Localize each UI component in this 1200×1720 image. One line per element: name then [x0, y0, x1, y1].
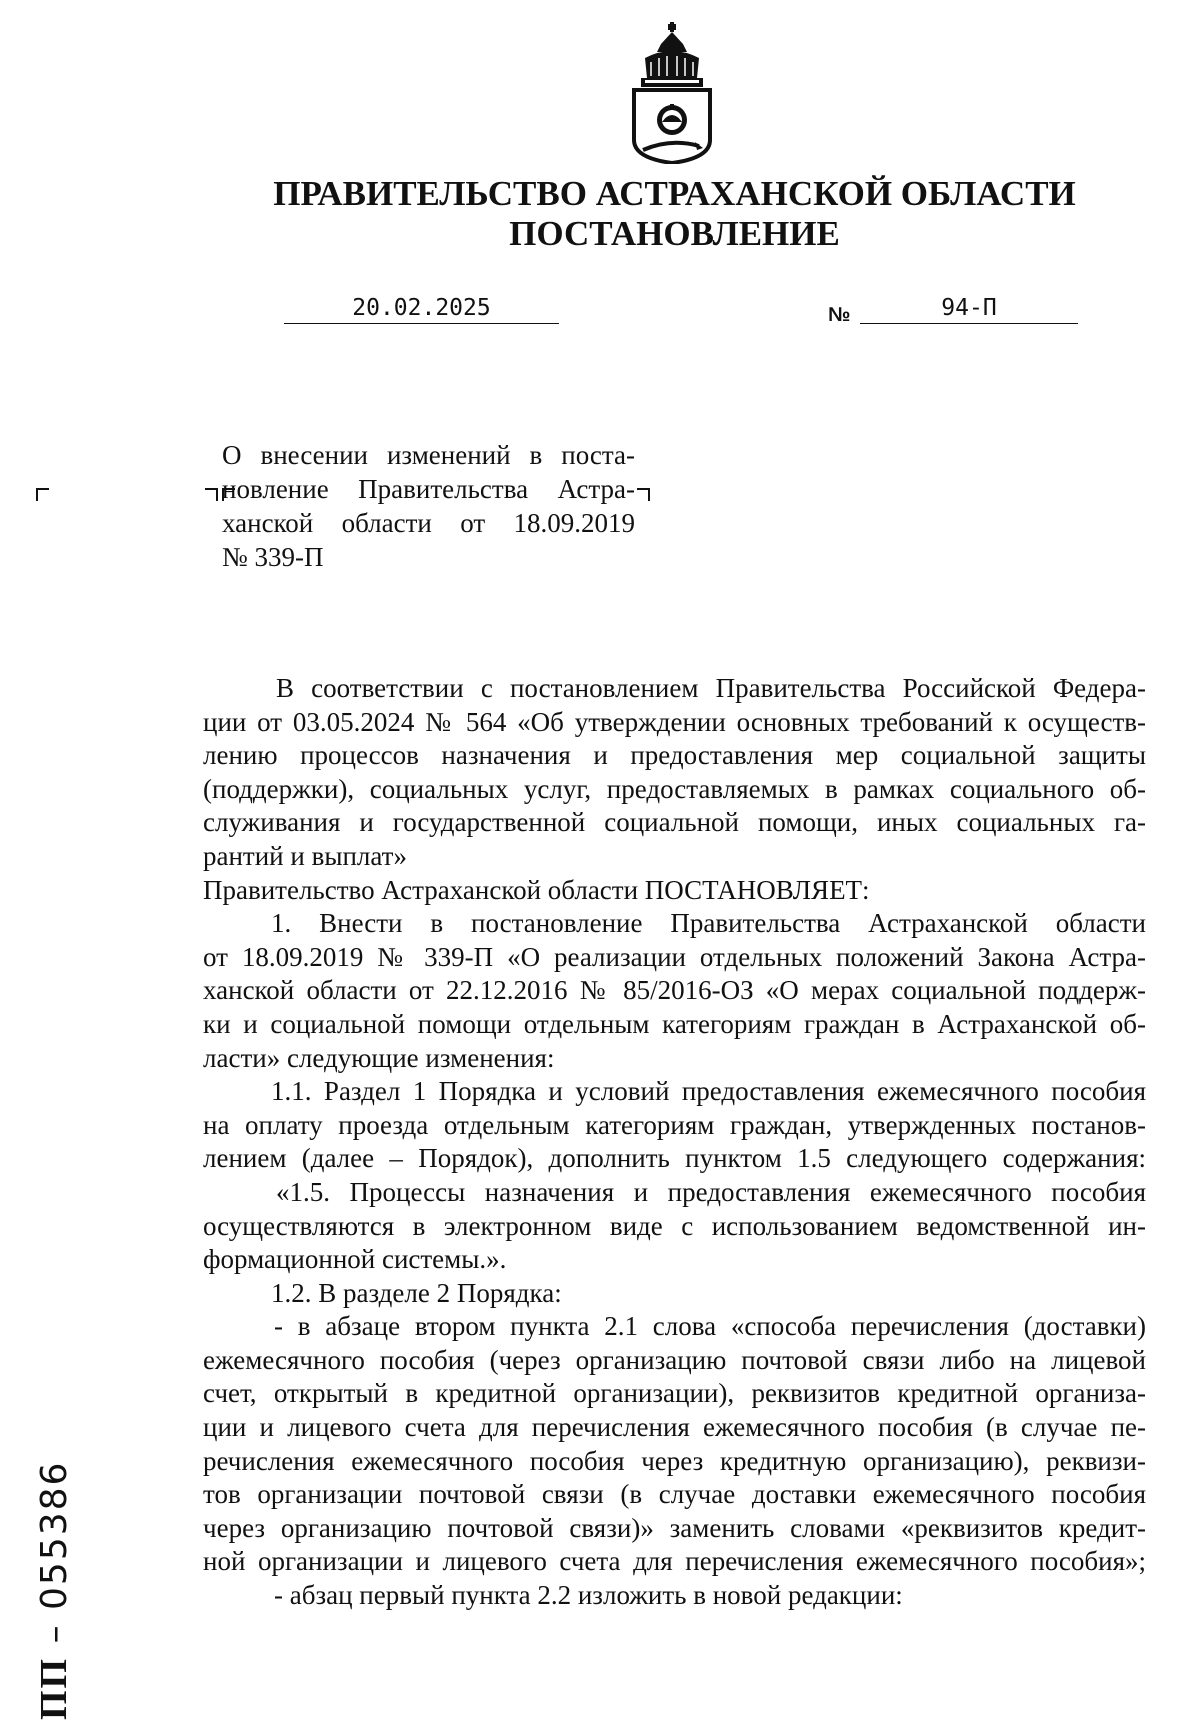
document-date: 20.02.2025	[352, 295, 491, 321]
subject-line: О внесении изменений в поста-	[222, 440, 635, 470]
body-line: В соответствии с постановлением Правительства Российской Федера-	[276, 673, 1146, 703]
body-line: речисления ежемесячного пособия через кредитную организацию), реквизи-	[203, 1445, 1146, 1476]
body-line: ции и лицевого счета для перечисления ежемесячного пособия (в случае пе-	[203, 1412, 1146, 1443]
body-line: служивания и государственной социальной помощи, иных социальных га-	[203, 807, 1146, 838]
body-line: на оплату проезда отдельным категориям граждан, утвержденных постанов-	[203, 1109, 1146, 1140]
body-line: лением (далее – Порядок), дополнить пунктом 1.5 следующего содержания:	[203, 1143, 1146, 1174]
body-line: формационной системы.».	[203, 1244, 507, 1275]
body-line: ласти» следующие изменения:	[203, 1042, 555, 1073]
body-line: через организацию почтовой связи)» заменить словами «реквизитов кредит-	[203, 1512, 1146, 1543]
body-line: Правительство Астраханской области ПОСТАНОВЛЯЕТ:	[203, 874, 870, 905]
corner-mark-left	[36, 488, 49, 501]
form-series: ПП	[33, 1656, 75, 1720]
body-line: 1.2. В разделе 2 Порядка:	[271, 1277, 562, 1308]
body-line: ной организации и лицевого счета для перечисления ежемесячного пособия»;	[203, 1546, 1146, 1577]
government-title: ПРАВИТЕЛЬСТВО АСТРАХАНСКОЙ ОБЛАСТИ	[273, 174, 1076, 213]
number-sign: №	[828, 304, 851, 326]
body-line: рантий и выплат»	[203, 840, 407, 871]
subject-line: ханской области от 18.09.2019	[222, 508, 635, 538]
document-number: 94-П	[941, 295, 997, 321]
corner-mark-right	[637, 488, 650, 501]
body-line: (поддержки), социальных услуг, предоставляемых в рамках социального об-	[203, 773, 1146, 804]
number-underline	[860, 323, 1078, 324]
form-number: – 055386	[34, 1460, 75, 1644]
subject-line: новление Правительства Астра-	[222, 474, 635, 504]
document-body	[203, 672, 1146, 1613]
corner-mark-subject-tr	[205, 488, 218, 501]
body-line: 1.1. Раздел 1 Порядка и условий предоставления ежемесячного пособия	[271, 1076, 1146, 1107]
body-line: счет, открытый в кредитной организации), реквизитов кредитной организа-	[203, 1378, 1146, 1409]
body-line: лению процессов назначения и предоставления мер социальной защиты	[203, 740, 1146, 771]
body-line: 1. Внести в постановление Правительства Астраханской области	[271, 908, 1146, 939]
document-subject	[222, 438, 635, 574]
body-line: ки и социальной помощи отдельным категориям граждан в Астраханской об-	[203, 1008, 1146, 1039]
date-underline	[284, 323, 559, 324]
document-type-title: ПОСТАНОВЛЕНИЕ	[509, 214, 840, 253]
body-line: осуществляются в электронном виде с использованием ведомственной ин-	[203, 1210, 1146, 1241]
body-line: ции от 03.05.2024 № 564 «Об утверждении основных требований к осуществ-	[203, 706, 1146, 737]
body-line: - абзац первый пункта 2.2 изложить в новой редакции:	[274, 1580, 903, 1611]
coat-of-arms-emblem-icon	[631, 22, 713, 164]
body-line: ежемесячного пособия (через организацию почтовой связи либо на лицевой	[203, 1344, 1146, 1375]
body-line: от 18.09.2019 № 339-П «О реализации отдельных положений Закона Астра-	[203, 941, 1146, 972]
body-line: ханской области от 22.12.2016 № 85/2016-ОЗ «О мерах социальной поддерж-	[203, 975, 1146, 1006]
form-serial-number	[32, 1461, 77, 1720]
body-line: «1.5. Процессы назначения и предоставления ежемесячного пособия	[276, 1176, 1146, 1207]
subject-line: № 339-П	[222, 542, 324, 572]
body-line: - в абзаце втором пункта 2.1 слова «способа перечисления (доставки)	[274, 1311, 1146, 1342]
body-line: тов организации почтовой связи (в случае доставки ежемесячного пособия	[203, 1479, 1146, 1510]
